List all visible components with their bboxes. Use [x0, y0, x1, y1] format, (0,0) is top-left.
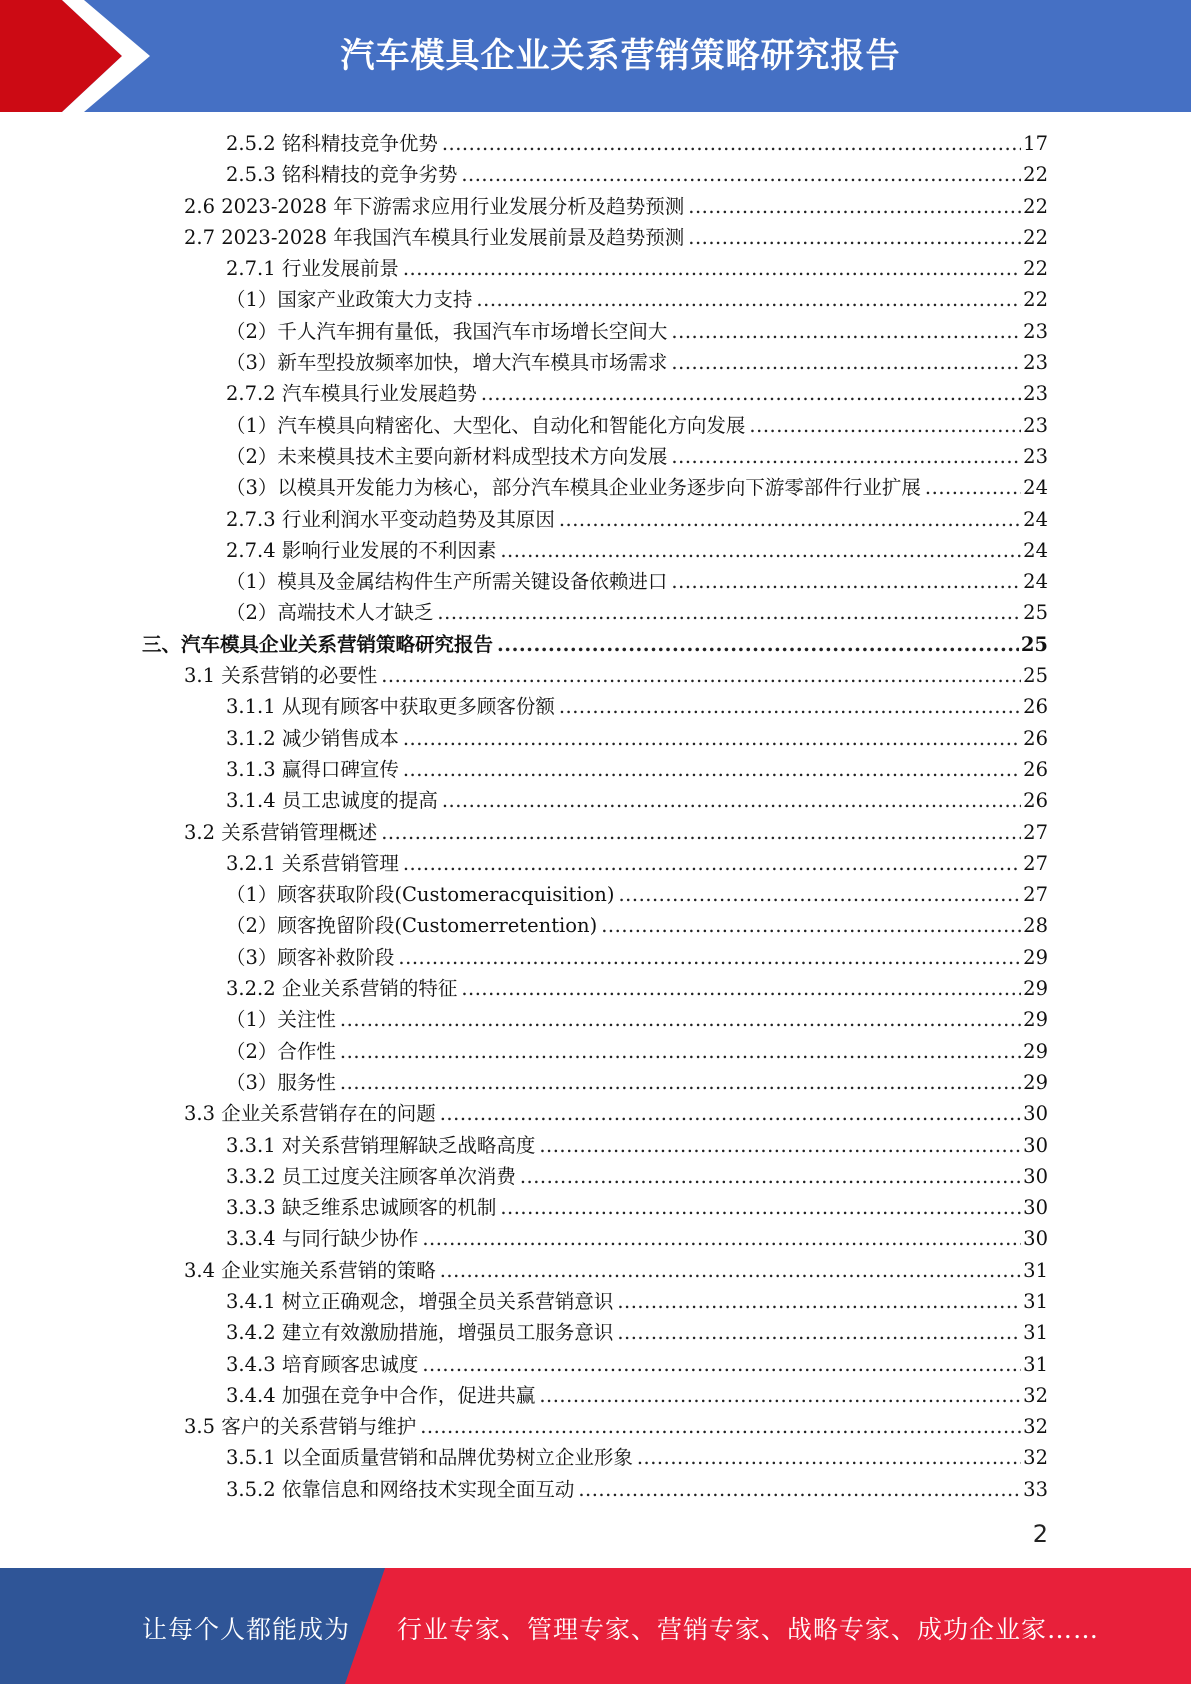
toc-entry[interactable] [0, 1223, 1048, 1254]
toc-leader-dots [637, 1442, 1021, 1473]
toc-entry[interactable] [0, 660, 1048, 691]
toc-entry-page: 26 [1023, 757, 1048, 781]
toc-leader-dots [500, 535, 1021, 566]
toc-entry-title: 三、汽车模具企业关系营销策略研究报告 [142, 632, 494, 656]
toc-entry[interactable] [0, 504, 1048, 535]
toc-entry-title: （1）国家产业政策大力支持 [226, 288, 473, 312]
toc-leader-dots [442, 128, 1021, 159]
toc-entry-title: 3.3.4 与同行缺少协作 [226, 1227, 419, 1251]
toc-entry-title: （2）顾客挽留阶段(Customerretention) [226, 914, 598, 938]
toc-entry[interactable] [0, 1317, 1048, 1348]
toc-entry-page: 23 [1023, 319, 1048, 343]
toc-entry-page: 22 [1023, 225, 1048, 249]
toc-entry-title: 3.4 企业实施关系营销的策略 [184, 1258, 436, 1282]
toc-leader-dots [422, 1223, 1021, 1254]
toc-entry-title: （3）顾客补救阶段 [226, 945, 395, 969]
toc-entry-title: （2）未来模具技术主要向新材料成型技术方向发展 [226, 444, 668, 468]
toc-leader-dots [559, 691, 1021, 722]
toc-entry-page: 24 [1023, 507, 1048, 531]
toc-leader-dots [340, 1036, 1021, 1067]
toc-leader-dots [442, 785, 1021, 816]
toc-entry-page: 29 [1023, 1070, 1048, 1094]
header-arrow-decoration [0, 0, 160, 112]
toc-leader-dots [440, 1098, 1021, 1129]
toc-entry[interactable] [0, 128, 1048, 159]
toc-entry-page: 29 [1023, 1008, 1048, 1032]
toc-entry[interactable] [0, 347, 1048, 378]
toc-entry[interactable] [0, 1255, 1048, 1286]
toc-entry[interactable] [0, 441, 1048, 472]
toc-entry-title: 3.3 企业关系营销存在的问题 [184, 1102, 436, 1126]
toc-entry[interactable] [0, 1349, 1048, 1380]
toc-entry-title: 3.4.1 树立正确观念，增强全员关系营销意识 [226, 1289, 614, 1313]
toc-entry[interactable] [0, 1098, 1048, 1129]
toc-entry[interactable] [0, 1036, 1048, 1067]
toc-entry[interactable] [0, 535, 1048, 566]
footer-slogan-left: 让每个人都能成为 [142, 1615, 351, 1644]
toc-entry-title: （3）服务性 [226, 1070, 336, 1094]
toc-leader-dots [578, 1474, 1021, 1505]
toc-leader-dots [403, 723, 1021, 754]
toc-leader-dots [925, 472, 1021, 503]
toc-leader-dots [476, 284, 1021, 315]
toc-entry-title: 3.3.3 缺乏维系忠诚顾客的机制 [226, 1196, 497, 1220]
toc-leader-dots [749, 410, 1021, 441]
toc-leader-dots [539, 1380, 1021, 1411]
toc-entry[interactable] [0, 1474, 1048, 1505]
toc-entry-title: 3.1.1 从现有顾客中获取更多顾客份额 [226, 695, 555, 719]
toc-entry-title: （2）合作性 [226, 1039, 336, 1063]
toc-leader-dots [497, 629, 1019, 660]
toc-leader-dots [671, 566, 1021, 597]
toc-entry-page: 28 [1023, 914, 1048, 938]
toc-entry-page: 32 [1023, 1415, 1048, 1439]
toc-leader-dots [520, 1161, 1021, 1192]
toc-entry-page: 25 [1020, 632, 1048, 656]
toc-entry-page: 24 [1023, 570, 1048, 594]
toc-entry-title: 3.3.2 员工过度关注顾客单次消费 [226, 1164, 516, 1188]
toc-entry-page: 23 [1023, 382, 1048, 406]
toc-entry-page: 22 [1023, 288, 1048, 312]
toc-leader-dots [559, 504, 1021, 535]
toc-entry-title: 2.7.1 行业发展前景 [226, 257, 399, 281]
toc-leader-dots [539, 1130, 1021, 1161]
toc-entry-title: （1）顾客获取阶段(Customeracquisition) [226, 883, 615, 907]
toc-entry[interactable] [0, 1411, 1048, 1442]
toc-entry[interactable] [0, 723, 1048, 754]
toc-leader-dots [461, 159, 1021, 190]
toc-entry-page: 31 [1023, 1289, 1048, 1313]
toc-entry-title: 2.7 2023-2028 年我国汽车模具行业发展前景及趋势预测 [184, 225, 685, 249]
toc-entry-page: 24 [1023, 476, 1048, 500]
toc-entry-title: 2.7.3 行业利润水平变动趋势及其原因 [226, 507, 555, 531]
toc-entry-page: 30 [1023, 1102, 1048, 1126]
toc-entry[interactable] [0, 566, 1048, 597]
toc-leader-dots [403, 848, 1021, 879]
toc-entry-page: 26 [1023, 789, 1048, 813]
toc-leader-dots [381, 817, 1021, 848]
toc-entry[interactable] [0, 597, 1048, 628]
toc-entry-title: 3.4.3 培育顾客忠诚度 [226, 1352, 419, 1376]
toc-leader-dots [403, 253, 1021, 284]
toc-entry-title: 2.5.2 铭科精技竞争优势 [226, 132, 438, 155]
toc-entry-page: 23 [1023, 351, 1048, 375]
toc-entry[interactable] [0, 691, 1048, 722]
toc-leader-dots [461, 973, 1021, 1004]
toc-entry[interactable] [0, 378, 1048, 409]
toc-entry-page: 17 [1023, 132, 1048, 155]
toc-entry-title: 3.2.2 企业关系营销的特征 [226, 977, 458, 1001]
toc-entry-title: 3.3.1 对关系营销理解缺乏战略高度 [226, 1133, 536, 1157]
toc-entry[interactable] [0, 942, 1048, 973]
toc-entry-page: 27 [1023, 883, 1048, 907]
toc-entry-title: 2.7.4 影响行业发展的不利因素 [226, 538, 497, 562]
toc-entry[interactable] [0, 1004, 1048, 1035]
toc-entry[interactable] [0, 879, 1048, 910]
toc-entry-page: 30 [1023, 1164, 1048, 1188]
toc-entry-page: 30 [1023, 1196, 1048, 1220]
toc-leader-dots [617, 1317, 1021, 1348]
toc-entry-title: （1）汽车模具向精密化、大型化、自动化和智能化方向发展 [226, 413, 746, 437]
toc-entry[interactable] [0, 222, 1048, 253]
toc-entry[interactable] [0, 253, 1048, 284]
toc-entry-page: 27 [1023, 820, 1048, 844]
toc-entry-title: 3.2.1 关系营销管理 [226, 851, 399, 875]
document-title: 汽车模具企业关系营销策略研究报告 [340, 36, 901, 76]
toc-entry-page: 31 [1023, 1258, 1048, 1282]
toc-entry-title: 3.4.4 加强在竞争中合作，促进共赢 [226, 1383, 536, 1407]
toc-entry-title: 2.7.2 汽车模具行业发展趋势 [226, 382, 477, 406]
toc-leader-dots [340, 1067, 1021, 1098]
toc-entry-title: （3）新车型投放频率加快，增大汽车模具市场需求 [226, 351, 668, 375]
toc-leader-dots [671, 441, 1021, 472]
footer-slogan-right: 行业专家、管理专家、营销专家、战略专家、成功企业家…… [397, 1615, 1100, 1644]
toc-entry-title: 3.5 客户的关系营销与维护 [184, 1415, 417, 1439]
toc-entry[interactable] [0, 1161, 1048, 1192]
toc-entry[interactable] [0, 1442, 1048, 1473]
toc-leader-dots [671, 316, 1021, 347]
toc-entry-page: 29 [1023, 945, 1048, 969]
toc-leader-dots [617, 1286, 1021, 1317]
toc-entry-title: （1）模具及金属结构件生产所需关键设备依赖进口 [226, 570, 668, 594]
toc-entry-page: 24 [1023, 538, 1048, 562]
toc-leader-dots [440, 1255, 1021, 1286]
toc-entry-title: 2.6 2023-2028 年下游需求应用行业发展分析及趋势预测 [184, 194, 685, 218]
toc-entry-title: 3.5.2 依靠信息和网络技术实现全面互动 [226, 1477, 575, 1501]
toc-entry[interactable] [0, 910, 1048, 941]
toc-entry-page: 22 [1023, 194, 1048, 218]
toc-entry[interactable] [0, 1067, 1048, 1098]
toc-entry-page: 27 [1023, 851, 1048, 875]
toc-leader-dots [381, 660, 1021, 691]
toc-entry-page: 25 [1023, 601, 1048, 625]
toc-entry-page: 31 [1023, 1352, 1048, 1376]
toc-entry[interactable] [0, 284, 1048, 315]
toc-entry[interactable] [0, 973, 1048, 1004]
page-header [0, 0, 1191, 112]
toc-entry[interactable] [0, 1192, 1048, 1223]
toc-entry-page: 32 [1023, 1446, 1048, 1470]
toc-entry-page: 26 [1023, 695, 1048, 719]
toc-leader-dots [618, 879, 1021, 910]
table-of-contents [0, 128, 1191, 1505]
toc-leader-dots [403, 754, 1021, 785]
toc-leader-dots [340, 1004, 1021, 1035]
toc-entry[interactable] [0, 1130, 1048, 1161]
toc-entry-title: 3.1 关系营销的必要性 [184, 664, 378, 688]
toc-entry[interactable] [0, 191, 1048, 222]
toc-entry-title: 2.5.3 铭科精技的竞争劣势 [226, 163, 458, 187]
toc-entry-page: 23 [1023, 444, 1048, 468]
toc-leader-dots [437, 597, 1021, 628]
toc-leader-dots [688, 191, 1021, 222]
toc-entry[interactable] [0, 410, 1048, 441]
toc-entry-title: 3.1.2 减少销售成本 [226, 726, 399, 750]
toc-entry-page: 26 [1023, 726, 1048, 750]
toc-leader-dots [500, 1192, 1021, 1223]
toc-entry-title: 3.5.1 以全面质量营销和品牌优势树立企业形象 [226, 1446, 633, 1470]
toc-entry-page: 33 [1023, 1477, 1048, 1501]
toc-entry-page: 32 [1023, 1383, 1048, 1407]
toc-entry-title: 3.1.4 员工忠诚度的提高 [226, 789, 438, 813]
toc-entry[interactable] [0, 817, 1048, 848]
toc-entry[interactable] [0, 754, 1048, 785]
toc-entry-page: 23 [1023, 413, 1048, 437]
toc-entry[interactable] [0, 1286, 1048, 1317]
toc-entry[interactable] [0, 848, 1048, 879]
toc-entry-page: 22 [1023, 163, 1048, 187]
toc-leader-dots [420, 1411, 1021, 1442]
toc-entry-page: 29 [1023, 1039, 1048, 1063]
toc-entry[interactable] [0, 316, 1048, 347]
toc-leader-dots [671, 347, 1021, 378]
toc-entry-title: （2）高端技术人才缺乏 [226, 601, 434, 625]
toc-entry-page: 31 [1023, 1321, 1048, 1345]
toc-entry[interactable] [0, 785, 1048, 816]
page-footer [0, 1568, 1191, 1684]
page-number: 2 [1032, 1520, 1048, 1548]
toc-entry[interactable] [0, 1380, 1048, 1411]
toc-entry-title: （2）千人汽车拥有量低，我国汽车市场增长空间大 [226, 319, 668, 343]
toc-entry[interactable] [0, 629, 1048, 660]
toc-entry[interactable] [0, 472, 1048, 503]
toc-leader-dots [688, 222, 1021, 253]
toc-leader-dots [601, 910, 1021, 941]
toc-leader-dots [422, 1349, 1021, 1380]
toc-entry-page: 25 [1023, 664, 1048, 688]
toc-leader-dots [481, 378, 1021, 409]
toc-entry-title: 3.2 关系营销管理概述 [184, 820, 378, 844]
toc-entry-page: 30 [1023, 1133, 1048, 1157]
toc-entry-title: （1）关注性 [226, 1008, 336, 1032]
toc-entry[interactable] [0, 159, 1048, 190]
toc-entry-page: 29 [1023, 977, 1048, 1001]
toc-leader-dots [398, 942, 1021, 973]
toc-entry-title: 3.4.2 建立有效激励措施，增强员工服务意识 [226, 1321, 614, 1345]
toc-entry-title: （3）以模具开发能力为核心，部分汽车模具企业业务逐步向下游零部件行业扩展 [226, 476, 921, 500]
toc-entry-page: 30 [1023, 1227, 1048, 1251]
toc-entry-page: 22 [1023, 257, 1048, 281]
toc-entry-title: 3.1.3 赢得口碑宣传 [226, 757, 399, 781]
